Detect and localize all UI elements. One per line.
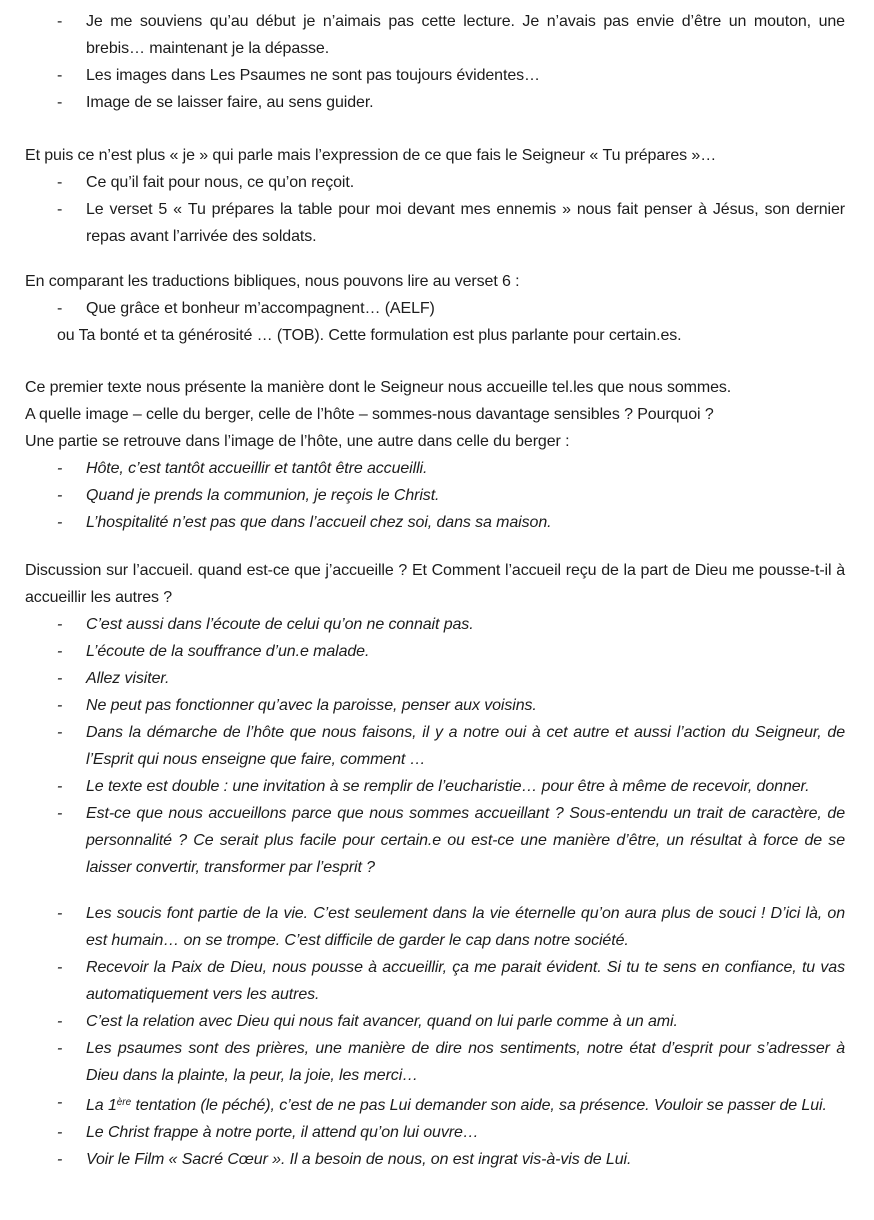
bullet-item [25,455,845,482]
bullet-text: Les soucis font partie de la vie. C’est seulement dans la vie éternelle qu’on aura plus de souci ! D’ici là, on est humain… on se trompe. C’est difficile de garder le cap dans notre société. [86,905,845,949]
page-content [25,8,845,1173]
dash-bullet: - [57,514,63,531]
bullet-list [25,295,845,322]
dash-bullet: - [57,1151,63,1168]
paragraph: A quelle image – celle du berger, celle de l’hôte – sommes-nous davantage sensibles ? Pourquoi ? [25,406,714,423]
dash-bullet: - [57,1013,63,1030]
bullet-text: Dans la démarche de l’hôte que nous faisons, il y a notre oui à cet autre et aussi l’action du Seigneur, de l’Esprit qui nous enseigne que faire, comment … [86,724,845,768]
dash-bullet: - [57,300,63,317]
dash-bullet: - [57,67,63,84]
bullet-item [25,611,845,638]
bullet-text: L’hospitalité n’est pas que dans l’accueil chez soi, dans sa maison. [86,514,552,531]
dash-bullet: - [57,616,63,633]
bullet-text: Le texte est double : une invitation à se remplir de l’eucharistie… pour être à même de recevoir, donner. [86,778,810,795]
bullet-item [25,954,845,1008]
bullet-text: Je me souviens qu’au début je n’aimais pas cette lecture. Je n’avais pas envie d’être un mouton, une brebis… maintenant je la dépasse. [86,13,845,57]
dash-bullet: - [57,643,63,660]
paragraph-gap [25,536,845,557]
bullet-item [25,1146,845,1173]
paragraph-gap [25,349,845,374]
bullet-text: C’est aussi dans l’écoute de celui qu’on ne connait pas. [86,616,474,633]
bullet-item [25,1089,845,1119]
bullet-item [25,1119,845,1146]
bullet-item [25,482,845,509]
dash-bullet: - [57,487,63,504]
dash-bullet: - [57,697,63,714]
paragraph: En comparant les traductions bibliques, nous pouvons lire au verset 6 : [25,273,520,290]
dash-bullet: - [57,1124,63,1141]
paragraph-gap [25,881,845,900]
paragraph: Et puis ce n’est plus « je » qui parle mais l’expression de ce que fais le Seigneur « Tu prépares »… [25,147,717,164]
paragraph-gap [25,250,845,268]
bullet-item [25,692,845,719]
bullet-text: Recevoir la Paix de Dieu, nous pousse à accueillir, ça me parait évident. Si tu te sens en confiance, tu vas automatiquement vers les autres. [86,959,845,1003]
bullet-text: Le verset 5 « Tu prépares la table pour moi devant mes ennemis » nous fait penser à Jésus, son dernier repas avant l’arrivée des soldats. [86,201,845,245]
bullet-text: Ce qu’il fait pour nous, ce qu’on reçoit. [86,174,355,191]
bullet-text: Allez visiter. [86,670,170,687]
dash-bullet: - [57,1094,63,1111]
bullet-item [25,773,845,800]
paragraph: Ce premier texte nous présente la manière dont le Seigneur nous accueille tel.les que nous sommes. [25,379,732,396]
dash-bullet: - [57,94,63,111]
bullet-text: Quand je prends la communion, je reçois le Christ. [86,487,440,504]
bullet-text: Les images dans Les Psaumes ne sont pas toujours évidentes… [86,67,540,84]
bullet-item [25,800,845,881]
dash-bullet: - [57,460,63,477]
bullet-text: Ne peut pas fonctionner qu’avec la paroisse, penser aux voisins. [86,697,537,714]
bullet-text: Hôte, c’est tantôt accueillir et tantôt être accueilli. [86,460,428,477]
bullet-item [25,665,845,692]
bullet-item [25,89,845,116]
bullet-text: L’écoute de la souffrance d’un.e malade. [86,643,370,660]
bullet-item [25,719,845,773]
bullet-text: Voir le Film « Sacré Cœur ». Il a besoin de nous, on est ingrat vis-à-vis de Lui. [86,1151,632,1168]
bullet-text: Est-ce que nous accueillons parce que nous sommes accueillant ? Sous-entendu un trait de caractère, de personnalité ? Ce serait plus facile pour certain.e ou est-ce une manière d’être, un résultat à force de se laisser convertir, transformer par l’esprit ? [86,805,845,876]
dash-bullet: - [57,905,63,922]
bullet-list [25,169,845,250]
paragraph: Discussion sur l’accueil. quand est-ce que j’accueille ? Et Comment l’accueil reçu de la part de Dieu me pousse-t-il à accueillir les autres ? [25,562,845,606]
bullet-item [25,169,845,196]
dash-bullet: - [57,174,63,191]
dash-bullet: - [57,959,63,976]
bullet-text: C’est la relation avec Dieu qui nous fait avancer, quand on lui parle comme à un ami. [86,1013,678,1030]
bullet-item [25,196,845,250]
bullet-list [25,900,845,1173]
bullet-list [25,8,845,116]
dash-bullet: - [57,724,63,741]
dash-bullet: - [57,805,63,822]
bullet-item [25,900,845,954]
dash-bullet: - [57,778,63,795]
bullet-text: Image de se laisser faire, au sens guider. [86,94,374,111]
dash-bullet: - [57,201,63,218]
paragraph-gap [25,116,845,142]
bullet-item [25,638,845,665]
bullet-list [25,611,845,881]
bullet-item [25,1008,845,1035]
bullet-text: Que grâce et bonheur m’accompagnent… (AELF) [86,300,435,317]
paragraph: Une partie se retrouve dans l’image de l’hôte, une autre dans celle du berger : [25,433,570,450]
bullet-item [25,1035,845,1089]
bullet-list [25,455,845,536]
bullet-text [86,1097,827,1114]
dash-bullet: - [57,670,63,687]
text-segment: La 1 [86,1097,117,1114]
paragraph: ou Ta bonté et ta générosité … (TOB). Cette formulation est plus parlante pour certain.es. [57,327,682,344]
bullet-item [25,62,845,89]
bullet-text: Les psaumes sont des prières, une manière de dire nos sentiments, notre état d’esprit pour s’adresser à Dieu dans la plainte, la peur, la joie, les merci… [86,1040,845,1084]
dash-bullet: - [57,1040,63,1057]
bullet-item [25,8,845,62]
text-segment: tentation (le péché), c’est de ne pas Lui demander son aide, sa présence. Vouloir se passer de Lui. [131,1097,827,1114]
bullet-item [25,295,845,322]
bullet-text: Le Christ frappe à notre porte, il attend qu’on lui ouvre… [86,1124,479,1141]
bullet-item [25,509,845,536]
dash-bullet: - [57,13,63,30]
superscript-text: ère [116,1097,132,1108]
